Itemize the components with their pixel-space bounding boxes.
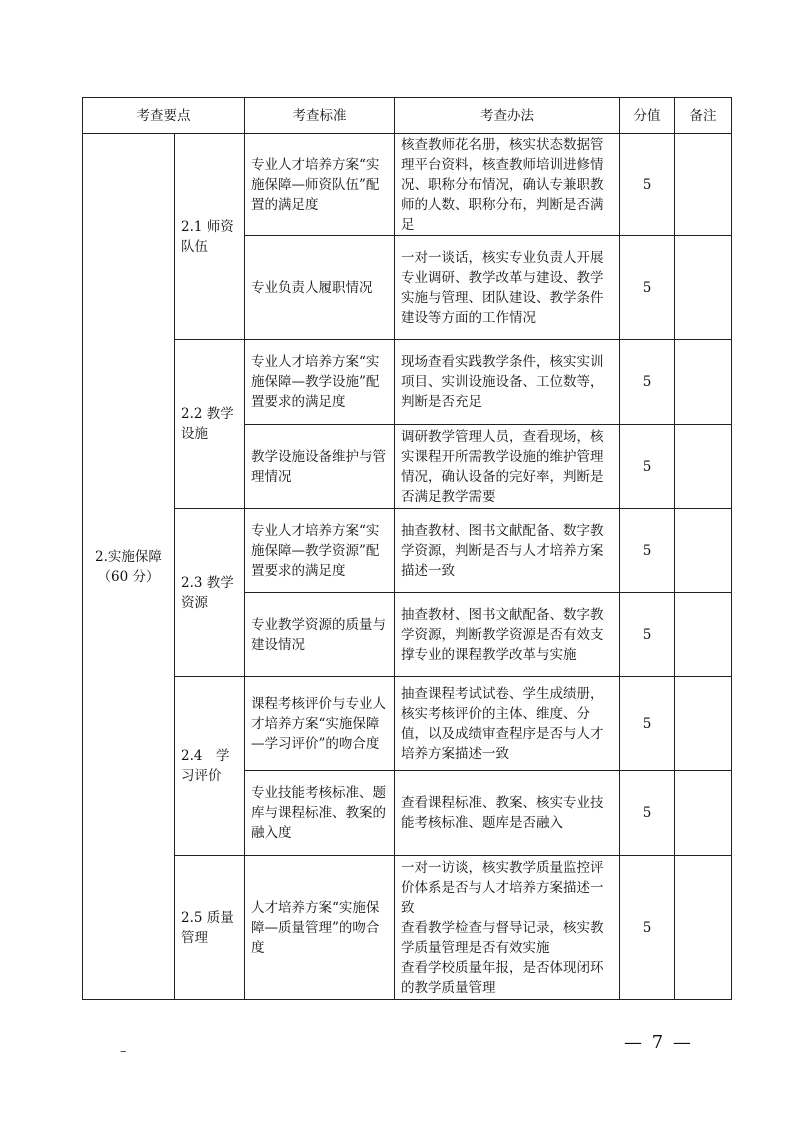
table-row	[83, 677, 732, 771]
group-label-cell	[175, 134, 245, 340]
method-text: 一对一访谈，核实教学质量监控评价体系是否与人才培养方案描述一致 查看教学检查与督导记录，核实教学质量管理是否有效实施 查看学校质量年报，是否体现闭环的教学质量管理	[401, 859, 604, 996]
header-method: 考查办法	[395, 98, 620, 134]
assessment-table	[82, 97, 732, 1000]
standard-cell: 人才培养方案“实施保障—质量管理”的吻合度	[245, 856, 395, 1000]
group-label: 2.2 教学 设施	[181, 406, 234, 442]
table-row	[83, 509, 732, 593]
note-cell	[675, 340, 732, 425]
group-label: 2.1 师资 队伍	[181, 218, 234, 255]
note-cell	[675, 771, 732, 856]
score-cell: 5	[620, 593, 675, 677]
group-label: 2.4 学 习评价	[181, 748, 230, 784]
method-cell	[395, 856, 620, 1000]
standard-cell: 教学设施设备维护与管理情况	[245, 425, 395, 509]
score-cell: 5	[620, 509, 675, 593]
method-cell: 现场查看实践教学条件，核实实训项目、实训设施设备、工位数等，判断是否充足	[395, 340, 620, 425]
method-cell: 一对一谈话，核实专业负责人开展专业调研、教学改革与建设、教学实施与管理、团队建设、教学条件建设等方面的工作情况	[395, 236, 620, 340]
standard-cell: 专业人才培养方案“实施保障—师资队伍”配置的满足度	[245, 134, 395, 236]
group-label: 2.5 质量 管理	[181, 909, 234, 946]
note-cell	[675, 856, 732, 1000]
score-cell: 5	[620, 856, 675, 1000]
score-cell: 5	[620, 425, 675, 509]
note-cell	[675, 509, 732, 593]
score-cell: 5	[620, 677, 675, 771]
group-label-cell	[175, 856, 245, 1000]
group-label-cell	[175, 340, 245, 509]
standard-cell: 专业人才培养方案“实施保障—教学设施”配置要求的满足度	[245, 340, 395, 425]
method-cell: 抽查教材、图书文献配备、数字教学资源，判断教学资源是否有效支撑专业的课程教学改革与实施	[395, 593, 620, 677]
standard-cell: 专业技能考核标准、题库与课程标准、教案的融入度	[245, 771, 395, 856]
score-cell: 5	[620, 134, 675, 236]
header-standard: 考查标准	[245, 98, 395, 134]
group-label-cell	[175, 677, 245, 856]
method-cell: 抽查教材、图书文献配备、数字教学资源，判断是否与人才培养方案描述一致	[395, 509, 620, 593]
category-cell	[83, 134, 175, 1000]
category-label: 2.实施保障 （60 分）	[95, 548, 162, 585]
table-row	[83, 856, 732, 1000]
score-cell: 5	[620, 236, 675, 340]
group-label-cell	[175, 509, 245, 677]
method-cell: 核查教师花名册，核实状态数据管理平台资料，核查教师培训进修情况、职称分布情况，确认专兼职教师的人数、职称分布，判断是否满足	[395, 134, 620, 236]
group-label: 2.3 教学 资源	[181, 574, 234, 611]
header-note: 备注	[675, 98, 732, 134]
note-cell	[675, 134, 732, 236]
note-cell	[675, 236, 732, 340]
footer-dash: –	[120, 1044, 127, 1059]
standard-cell: 专业人才培养方案“实施保障—教学资源”配置要求的满足度	[245, 509, 395, 593]
note-cell	[675, 677, 732, 771]
table-row	[83, 340, 732, 425]
table-row	[83, 134, 732, 236]
score-cell: 5	[620, 771, 675, 856]
standard-cell: 专业教学资源的质量与建设情况	[245, 593, 395, 677]
method-cell: 抽查课程考试试卷、学生成绩册，核实考核评价的主体、维度、分值，以及成绩审查程序是否与人才培养方案描述一致	[395, 677, 620, 771]
header-points: 考查要点	[83, 98, 245, 134]
note-cell	[675, 425, 732, 509]
method-cell: 查看课程标准、教案、核实专业技能考核标准、题库是否融入	[395, 771, 620, 856]
score-cell: 5	[620, 340, 675, 425]
header-score: 分值	[620, 98, 675, 134]
page-number: — 7 —	[624, 1032, 693, 1053]
method-cell: 调研教学管理人员，查看现场，核实课程开所需教学设施的维护管理情况，确认设备的完好率，判断是否满足教学需要	[395, 425, 620, 509]
standard-cell: 课程考核评价与专业人才培养方案“实施保障—学习评价”的吻合度	[245, 677, 395, 771]
header-row	[83, 98, 732, 134]
note-cell	[675, 593, 732, 677]
standard-cell: 专业负责人履职情况	[245, 236, 395, 340]
